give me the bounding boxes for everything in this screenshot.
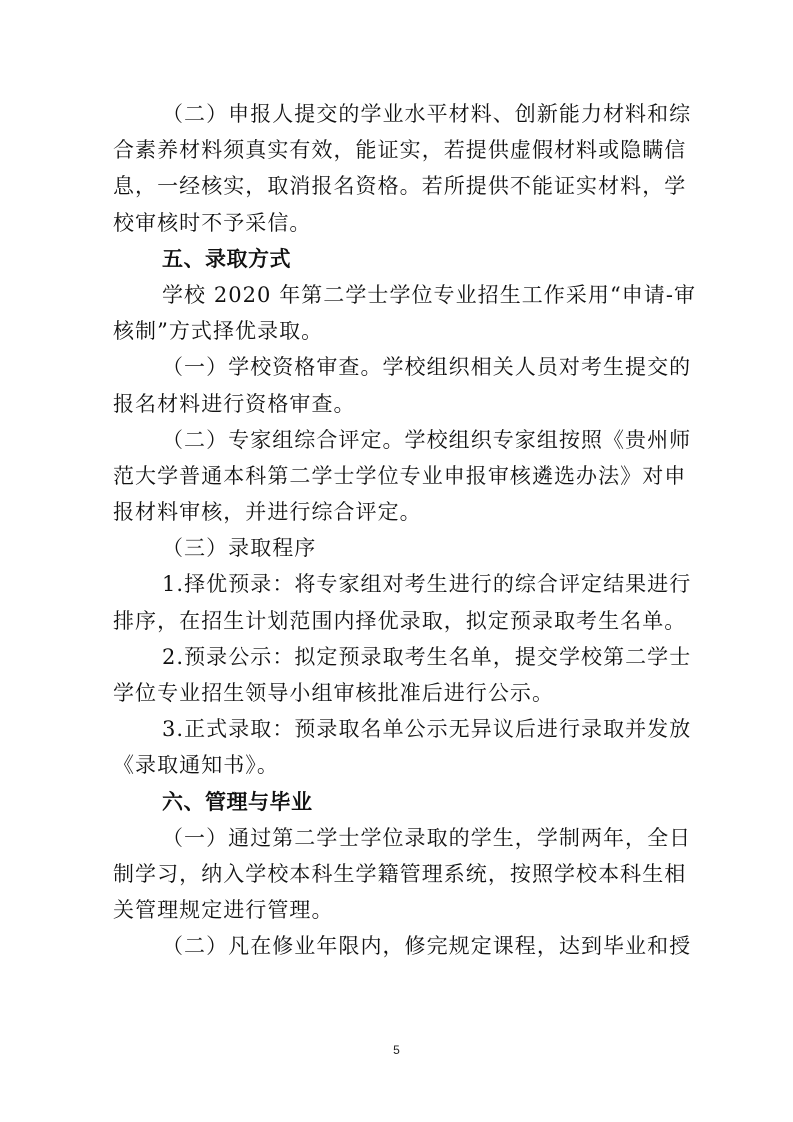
paragraph-line: 合素养材料须真实有效，能证实，若提供虚假材料或隐瞒信 xyxy=(113,138,687,163)
paragraph-line: 1.择优预录：将专家组对考生进行的综合评定结果进行 xyxy=(162,572,692,597)
subsection-heading: （三）录取程序 xyxy=(162,536,317,561)
section-heading: 五、录取方式 xyxy=(162,246,291,271)
page-number: 5 xyxy=(393,1043,400,1057)
paragraph-line: 校审核时不予采信。 xyxy=(113,210,312,235)
paragraph-line: 排序，在招生计划范围内择优录取，拟定预录取考生名单。 xyxy=(113,608,687,633)
document-body xyxy=(113,96,697,965)
paragraph-line: 核制”方式择优录取。 xyxy=(113,319,324,344)
paragraph-line: 范大学普通本科第二学士学位专业申报审核遴选办法》对申 xyxy=(113,463,687,488)
paragraph-line: 报名材料进行资格审查。 xyxy=(113,391,356,416)
paragraph-line: 关管理规定进行管理。 xyxy=(113,898,334,923)
paragraph-line: 报材料审核，并进行综合评定。 xyxy=(113,500,422,525)
paragraph-line: （一）学校资格审查。学校组织相关人员对考生提交的 xyxy=(162,355,692,380)
paragraph-line: 学校 2020 年第二学士学位专业招生工作采用“申请-审 xyxy=(162,282,697,307)
section-heading: 六、管理与毕业 xyxy=(162,789,313,814)
paragraph-line: （二）凡在修业年限内，修完规定课程，达到毕业和授 xyxy=(162,934,692,959)
paragraph-line: 学位专业招生领导小组审核批准后进行公示。 xyxy=(113,681,554,705)
paragraph-line: （一）通过第二学士学位录取的学生，学制两年，全日 xyxy=(162,825,692,850)
paragraph-line: 息，一经核实，取消报名资格。若所提供不能证实材料，学 xyxy=(113,174,687,199)
paragraph-line: 《录取通知书》。 xyxy=(113,753,279,778)
paragraph-line: （二）申报人提交的学业水平材料、创新能力材料和综 xyxy=(162,102,692,126)
paragraph-line: （二）专家组综合评定。学校组织专家组按照《贵州师 xyxy=(162,427,692,452)
paragraph-line: 制学习，纳入学校本科生学籍管理系统，按照学校本科生相 xyxy=(113,861,687,886)
paragraph-line: 2.预录公示：拟定预录取考生名单，提交学校第二学士 xyxy=(162,644,692,669)
paragraph-line: 3.正式录取：预录取名单公示无异议后进行录取并发放 xyxy=(162,717,692,742)
